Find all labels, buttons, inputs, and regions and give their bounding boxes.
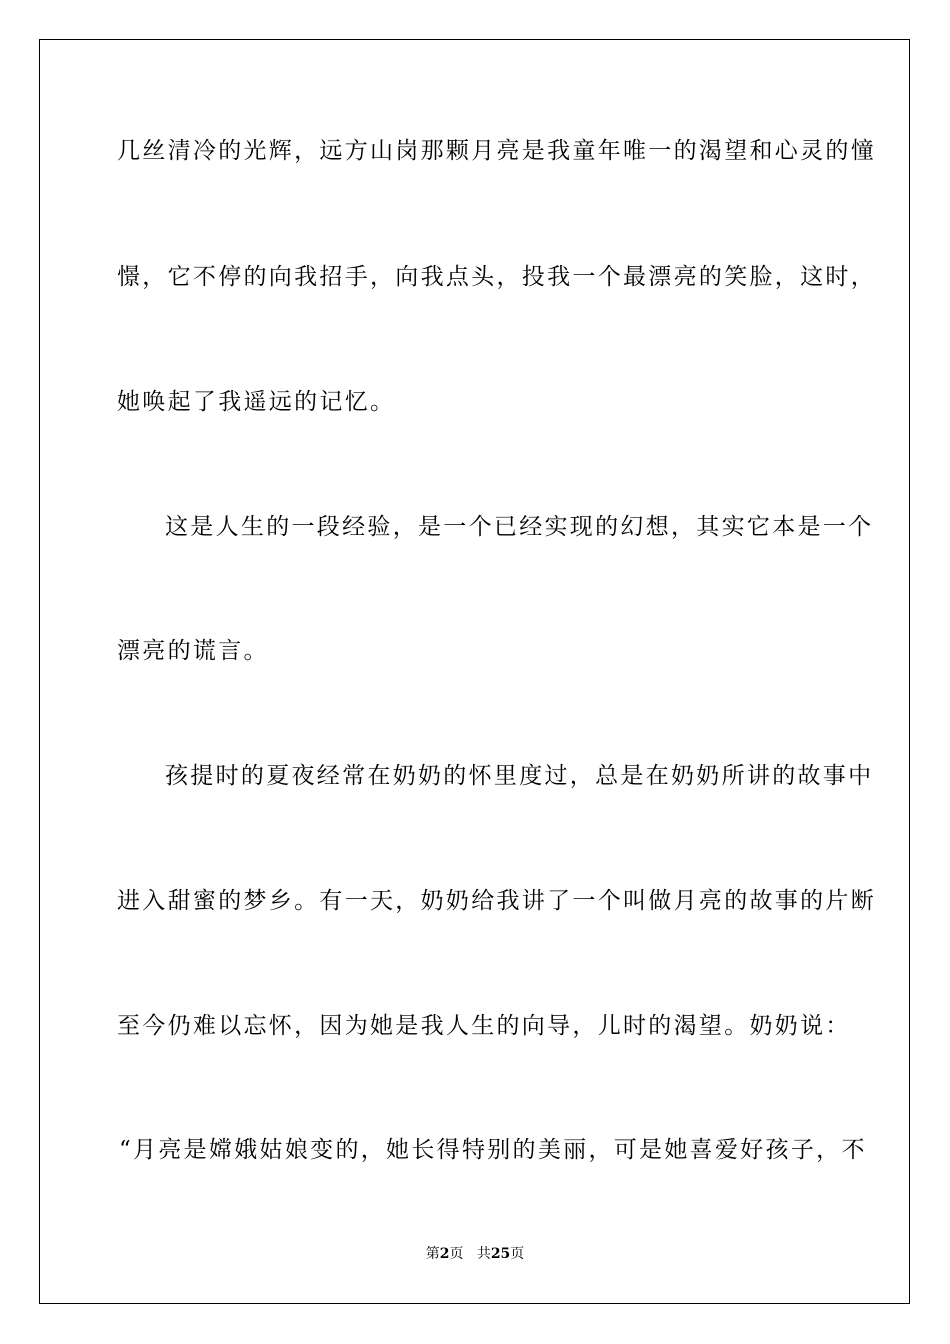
text-line-9: “月亮是嫦娥姑娘变的，她长得特别的美丽，可是她喜爱好孩子，不: [119, 1137, 867, 1163]
text-line-4: 这是人生的一段经验，是一个已经实现的幻想，其实它本是一个: [165, 514, 874, 540]
page-footer: [0, 1245, 950, 1263]
text-line-1: 几丝清冷的光辉，远方山岗那颗月亮是我童年唯一的渴望和心灵的憧: [117, 138, 876, 164]
text-line-3: 她唤起了我遥远的记忆。: [117, 389, 396, 415]
total-pages: 25: [490, 1246, 511, 1262]
text-line-7: 进入甜蜜的梦乡。有一天，奶奶给我讲了一个叫做月亮的故事的片断: [117, 888, 876, 914]
page-border: [39, 39, 910, 1304]
page-suffix: 页: [449, 1246, 464, 1262]
total-prefix: 共: [476, 1246, 491, 1262]
text-line-8: 至今仍难以忘怀，因为她是我人生的向导，儿时的渴望。奶奶说：: [117, 1013, 851, 1039]
total-suffix: 页: [510, 1246, 525, 1262]
page-number: 2: [439, 1246, 450, 1262]
text-line-6: 孩提时的夏夜经常在奶奶的怀里度过，总是在奶奶所讲的故事中: [165, 763, 874, 789]
text-line-5: 漂亮的谎言。: [117, 638, 269, 664]
text-line-2: 憬，它不停的向我招手，向我点头，投我一个最漂亮的笑脸，这时，: [117, 264, 876, 290]
page-prefix: 第: [425, 1246, 440, 1262]
